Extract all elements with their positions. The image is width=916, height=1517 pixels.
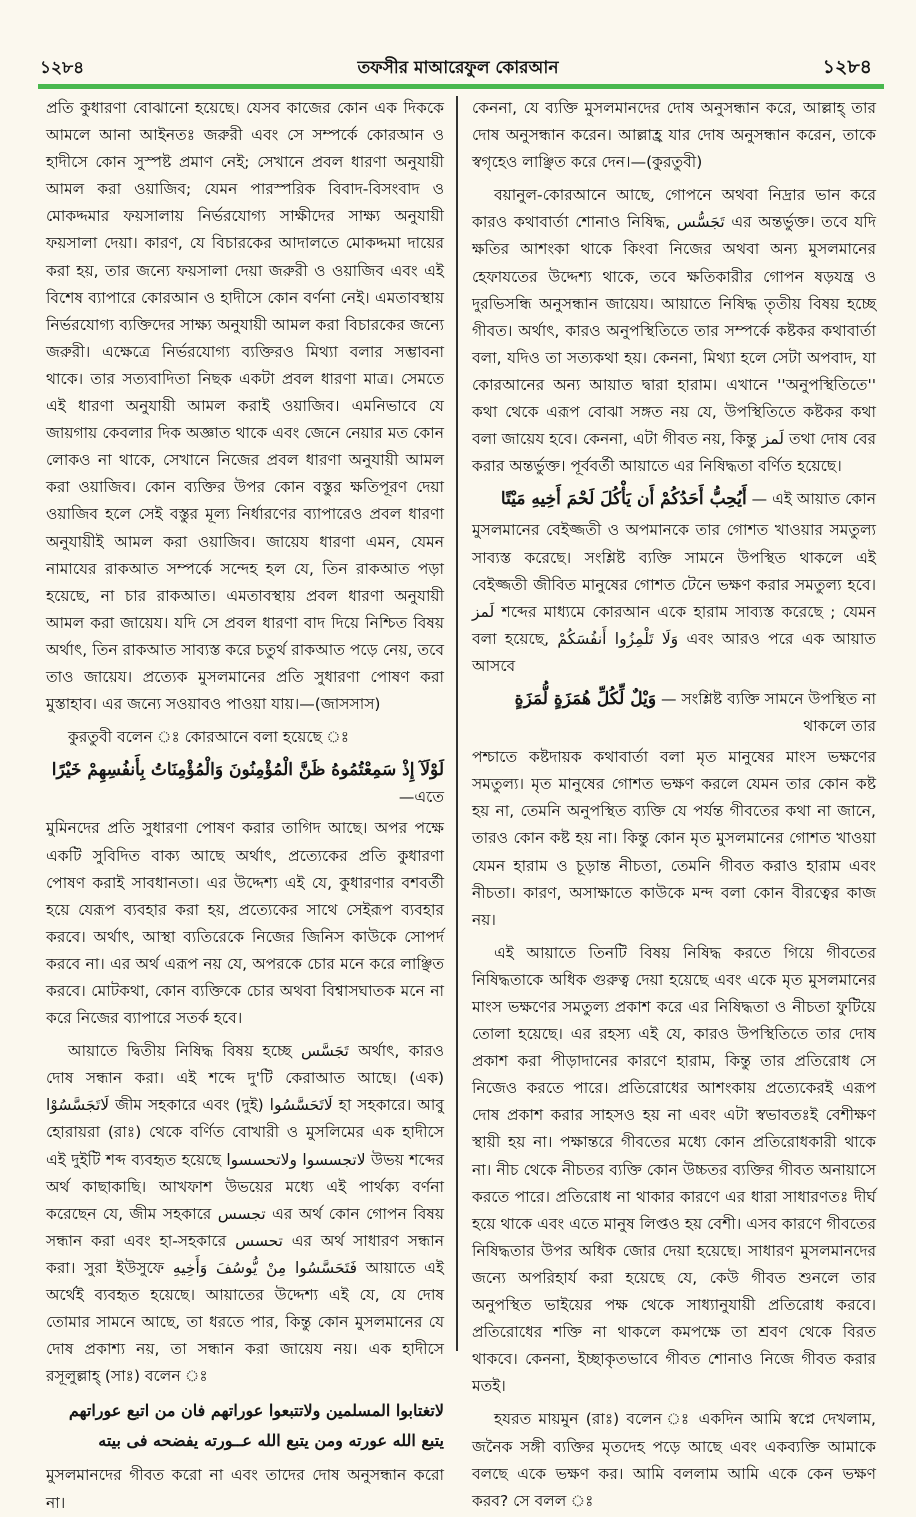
- page-header: [0, 0, 916, 90]
- page-number-left: ১২৮৪: [40, 58, 85, 78]
- paragraph: মুসলমানের বেইজ্জতী ও অপমানকে তার গোশত খাওয়ার সমতুল্য সাব্যস্ত করেছে। সংশ্লিষ্ট ব্যক্তি সামনে উপস্থিত থাকলে এই বেইজ্জতী জীবিত মানুষের গোশত টেনে ভক্ষণ করার সমতুল্য হবে। لَمز শব্দের মাধ্যমে কোরআন একে হারাম সাব্যস্ত করেছে ; যেমন বলা হয়েছে, وَلَا تَلْمِزُوا أَنفُسَكُمْ এবং আরও পরে এক আয়াত আসবে: [472, 521, 877, 675]
- paragraph: আয়াতে দ্বিতীয় নিষিদ্ধ বিষয় হচ্ছে تَجَسَّس অর্থাৎ, কারও দোষ সন্ধান করা। এই শব্দে দু'টি কেরাআত আছে। (এক) لَاتَجَسَّسُوْا জীম সহকারে এবং (দুই) لَاتَحَسَّسُوا হা সহকারে। আবু হোরায়রা (রাঃ) থেকে বর্ণিত বোখারী ও মুসলিমের এক হাদীসে এই দুইটি শব্দ ব্যবহৃত হয়েছে لاتجسسوا ولاتحسسوا উভয় শব্দের অর্থ কাছাকাছি। আখফাশ উভয়ের মধ্যে এই পার্থক্য বর্ণনা করেছেন যে, জীম সহকারে تجسس এর অর্থ কোন গোপন বিষয় সন্ধান করা এবং হা-সহকারে تحسس এর অর্থ সাধারণ সন্ধান করা। সুরা ইউসুফে فَتَحَسَّسُوا مِنْ يُّوسُفَ وَأَخِيهِ আয়াতে এই অর্থেই ব্যবহৃত হয়েছে। আয়াতের উদ্দেশ্য এই যে, যে দোষ তোমার সামনে আছে, তা ধরতে পার, কিন্তু কোন মুসলমানের যে দোষ প্রকাশ্য নয়, তা সন্ধান করা জায়েয নয়। এক হাদীসে রসূলুল্লাহ্ (সাঃ) বলেন ঃ: [46, 1042, 445, 1386]
- header-rule: [38, 84, 884, 89]
- quran-verse-line: [46, 757, 444, 811]
- paragraph: হযরত মায়মুন (রাঃ) বলেন ঃ একদিন আমি স্বপ্নে দেখলাম, জনৈক সঙ্গী ব্যক্তির মৃতদেহ পড়ে আছে এবং একব্যক্তি আমাকে বলছে একে ভক্ষণ কর। আমি বললাম আমি একে কেন ভক্ষণ করব? সে বলল ঃ: [472, 1410, 876, 1510]
- hadith-line: لاتغتابوا المسلمين ولاتتبعوا عوراتهم فان من اتبع عوراتهم: [68, 1401, 444, 1421]
- hadith-line: يتبع الله عورته ومن يتبع الله عــورته يفضحه فى بيته: [98, 1431, 444, 1451]
- right-column: [472, 95, 877, 1510]
- verse-suffix: — সংশ্লিষ্ট ব্যক্তি সামনে উপস্থিত না থাকলে তার: [661, 689, 876, 736]
- paragraph: পশ্চাতে কষ্টদায়ক কথাবার্তা বলা মৃত মানুষের মাংস ভক্ষণের সমতুল্য। মৃত মানুষের গোশত ভক্ষণ করলে যেমন তার কোন কষ্ট হয় না, তেমনি অনুপস্থিত ব্যক্তি যে পর্যন্ত গীবতের কথা না জানে, তারও কোন কষ্ট হয় না। কিন্তু কোন মৃত মুসলমানের গোশত খাওয়া যেমন হারাম ও চূড়ান্ত নীচতা, তেমনি গীবত করাও হারাম এবং নীচতা। কারণ, অসাক্ষাতে কাউকে মন্দ বলা কোন বীরত্বের কাজ নয়।: [472, 748, 876, 929]
- column-divider: [456, 96, 458, 1351]
- quran-verse: أَيُحِبُّ أَحَدُكُمْ أَن يَأْكُلَ لَحْمَ أَخِيهِ مَيْتًا: [500, 489, 747, 510]
- quran-verse-line: [472, 686, 876, 740]
- quran-verse-line: [472, 486, 876, 513]
- paragraph: মুমিনদের প্রতি সুধারণা পোষণ করার তাগিদ আছে। অপর পক্ষে একটি সুবিদিত বাক্য আছে অর্থাৎ, প্রত্যেকের প্রতি কুধারণা পোষণ করাই সাবধানতা। এর উদ্দেশ্য এই যে, কুধারণার বশবর্তী হয়ে যেরূপ ব্যবহার করা হয়, প্রত্যেকের সাথে সেইরূপ ব্যবহার করবে। অর্থাৎ, আস্থা ব্যতিরেকে নিজের জিনিস কাউকে সোপর্দ করবে না। এর অর্থ এরূপ নয় যে, অপরকে চোর মনে করে লাঞ্ছিত করবে। মোটকথা, কোন ব্যক্তিকে চোর অথবা বিশ্বাসঘাতক মনে না করে নিজের ব্যাপারে সতর্ক হবে।: [46, 819, 444, 1028]
- paragraph: কুরতুবী বলেন ঃ কোরআনে বলা হয়েছে ঃ: [68, 728, 350, 747]
- paragraph: প্রতি কুধারণা বোঝানো হয়েছে। যেসব কাজের কোন এক দিককে আমলে আনা আইনতঃ জরুরী এবং সে সম্পর্কে কোরআন ও হাদীসে কোন সুস্পষ্ট প্রমাণ নেই; সেখানে প্রবল ধারণা অনুযায়ী আমল করা ওয়াজিব; যেমন পারস্পরিক বিবাদ-বিসংবাদ ও মোকদ্দমার ফয়সালায় নির্ভরযোগ্য সাক্ষীদের সাক্ষ্য অনুযায়ী ফয়সালা দেয়া। কারণ, যে বিচারকের আদালতে মোকদ্দমা দায়ের করা হয়, তার জন্যে ফয়সালা দেয়া জরুরী ও ওয়াজিব এবং এই বিশেষ ব্যাপারে কোরআন ও হাদীসে কোন বর্ণনা নেই। এমতাবস্থায় নির্ভরযোগ্য ব্যক্তিদের সাক্ষ্য অনুযায়ী আমল করা বিচারকের জন্যে জরুরী। এক্ষেত্রে নির্ভরযোগ্য ব্যক্তিরও মিথ্যা বলার সম্ভাবনা থাকে। তার সত্যবাদিতা নিছক একটা প্রবল ধারণা মাত্র। সেমতে এই ধারণা অনুযায়ী আমল করাই ওয়াজিব। এমনিভাবে যে জায়গায় কেবলার দিক অজ্ঞাত থাকে এবং জেনে নেয়ার মত কোন লোকও না থাকে, সেখানে নিজের প্রবল ধারণা অনুযায়ী আমল করা ওয়াজিব। কোন ব্যক্তির উপর কোন বস্তুর ক্ষতিপূরণ দেয়া ওয়াজিব হলে সেই বস্তুর মূল্য নির্ধারণের ব্যাপারেও প্রবল ধারণা অনুযায়ীই আমল করা ওয়াজিব। জায়েয ধারণা এমন, যেমন নামাযের রাকআত সম্পর্কে সন্দেহ হল যে, তিন রাকআত পড়া হয়েছে, না চার রাকআত। এমতাবস্থায় প্রবল ধারণা অনুযায়ী আমল করা জায়েয। যদি সে প্রবল ধারণা বাদ দিয়ে নিশ্চিত বিষয় অর্থাৎ, তিন রাকআত সাব্যস্ত করে চতুর্থ রাকআত পড়ে নেয়, তবে তাও জায়েয। প্রত্যেক মুসলমানের প্রতি সুধারণা পোষণ করা মুস্তাহাব। এর জন্যে সওয়াবও পাওয়া যায়।—(জাসসাস): [46, 99, 444, 714]
- verse-suffix: — এই আয়াত কোন: [751, 490, 876, 509]
- paragraph: বয়ানুল-কোরআনে আছে, গোপনে অথবা নিদ্রার ভান করে কারও কথাবার্তা শোনাও নিষিদ্ধ, تَجَسُّس এর অন্তর্ভুক্ত। তবে যদি ক্ষতির আশংকা থাকে কিংবা নিজের অথবা অন্য মুসলমানের হেফাযতের উদ্দেশ্য থাকে, তবে ক্ষতিকারীর গোপন ষড়যন্ত্র ও দুরভিসন্ধি অনুসন্ধান জায়েয। আয়াতে নিষিদ্ধ তৃতীয় বিষয় হচ্ছে গীবত। অর্থাৎ, কারও অনুপস্থিতিতে তার সম্পর্কে কষ্টকর কথাবার্তা বলা, যদিও তা সত্যকথা হয়। কেননা, মিথ্যা হলে সেটা অপবাদ, যা কোরআনের অন্য আয়াত দ্বারা হারাম। এখানে ''অনুপস্থিতিতে'' কথা থেকে এরূপ বোঝা সঙ্গত নয় যে, উপস্থিতিতে কষ্টকর কথা বলা জায়েয হবে। কেননা, এটা গীবত নয়, কিন্তু لَمز তথা দোষ বের করার অন্তর্ভুক্ত। পূর্ববর্তী আয়াতে এর নিষিদ্ধতা বর্ণিত হয়েছে।: [472, 186, 876, 476]
- left-column: [46, 95, 445, 1512]
- paragraph: এই আয়াতে তিনটি বিষয় নিষিদ্ধ করতে গিয়ে গীবতের নিষিদ্ধতাকে অধিক গুরুত্ব দেয়া হয়েছে এবং একে মৃত মুসলমানের মাংস ভক্ষণের সমতুল্য প্রকাশ করে এর নিষিদ্ধতা ও নীচতা ফুটিয়ে তোলা হয়েছে। এর রহস্য এই যে, কারও উপস্থিতিতে তার দোষ প্রকাশ করা পীড়াদানের কারণে হারাম, কিন্তু তার প্রতিরোধ সে নিজেও করতে পারে। প্রতিরোধের আশংকায় প্রত্যেকেরই এরূপ দোষ প্রকাশ করার সাহসও হয় না এবং এটা স্বভাবতঃই বেশীক্ষণ স্থায়ী হয় না। পক্ষান্তরে গীবতের মধ্যে কোন প্রতিরোধকারী থাকে না। নীচ থেকে নীচতর ব্যক্তি কোন উচ্চতর ব্যক্তির গীবত অনায়াসে করতে পারে। প্রতিরোধ না থাকার কারণে এর ধারা সাধারণতঃ দীর্ঘ হয়ে থাকে এবং এতে মানুষ লিপ্তও হয় বেশী। এসব কারণে গীবতের নিষিদ্ধতার উপর অধিক জোর দেয়া হয়েছে। সাধারণ মুসলমানদের জন্যে অপরিহার্য করা হয়েছে যে, কেউ গীবত শুনলে তার অনুপস্থিত ভাইয়ের পক্ষ থেকে সাধ্যানুযায়ী প্রতিরোধ করবে। প্রতিরোধের শক্তি না থাকলে কমপক্ষে তা শ্রবণ থেকে বিরত থাকবে। কেননা, ইচ্ছাকৃতভাবে গীবত শোনাও নিজে গীবত করার মতই।: [472, 943, 876, 1396]
- running-title: তফসীর মাআরেফুল কোরআন: [357, 58, 559, 78]
- hadith-arabic: [46, 1396, 444, 1456]
- paragraph: কেননা, যে ব্যক্তি মুসলমানদের দোষ অনুসন্ধান করে, আল্লাহ্ তার দোষ অনুসন্ধান করেন। আল্লাহ্র যার দোষ অনুসন্ধান করেন, তাকে স্বগৃহেও লাঞ্ছিত করে দেন।—(কুরতুবী): [472, 99, 876, 172]
- quran-verse: لَوْلَآ إِذْ سَمِعْتُمُوهُ ظَنَّ الْمُؤْمِنُونَ وَالْمُؤْمِنَاتُ بِأَنفُسِهِمْ خَيْرًا: [51, 760, 444, 781]
- verse-suffix: —এতে: [398, 788, 444, 807]
- quran-verse: وَيْلٌ لِّكُلِّ هُمَزَةٍ لُّمَزَةٍ: [514, 688, 657, 709]
- page-number-right: ১২৮৪: [822, 56, 872, 78]
- paragraph: মুসলমানদের গীবত করো না এবং তাদের দোষ অনুসন্ধান করো না।: [46, 1466, 444, 1512]
